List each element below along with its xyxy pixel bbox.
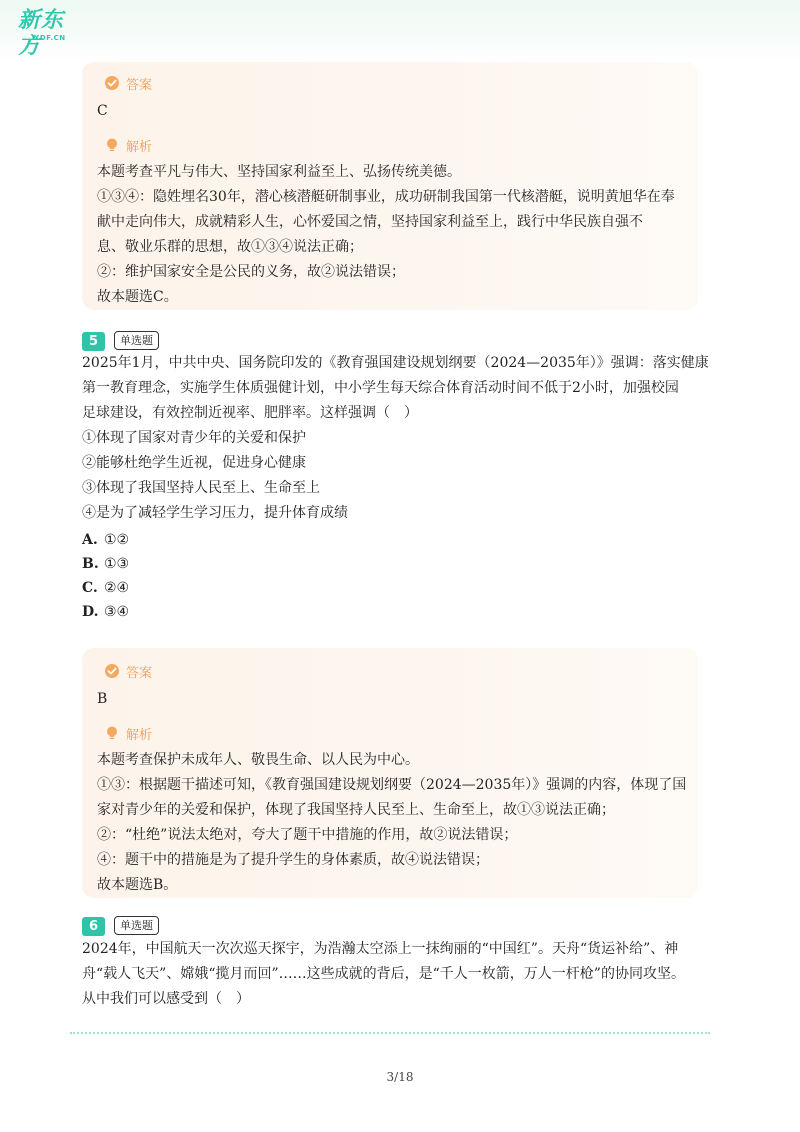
option-letter: C. bbox=[82, 580, 98, 596]
xdf-logo bbox=[18, 8, 82, 59]
option-letter: B. bbox=[82, 556, 99, 572]
check-badge-icon bbox=[104, 663, 120, 679]
analysis-line: ②：“杜绝”说法太绝对，夸大了题干中措施的作用，故②说法错误； bbox=[97, 827, 518, 843]
question-stem-line: 2024年，中国航天一次次巡天探宇，为浩瀚太空添上一抹绚丽的“中国红”。天舟“货运补给”、神 bbox=[82, 941, 679, 957]
header-band bbox=[0, 0, 800, 62]
analysis-line: 故本题选B。 bbox=[97, 877, 178, 893]
option-text: ②④ bbox=[104, 580, 130, 596]
answer-label: 答案 bbox=[126, 77, 153, 93]
option-text: ①③ bbox=[104, 556, 130, 572]
lightbulb-icon bbox=[104, 725, 120, 741]
answer-value: C bbox=[97, 103, 108, 119]
check-badge-icon bbox=[104, 75, 120, 91]
option-letter: D. bbox=[82, 604, 99, 620]
analysis-label: 解析 bbox=[126, 139, 153, 155]
analysis-line: 本题考查保护未成年人、敬畏生命、以人民为中心。 bbox=[97, 752, 419, 768]
analysis-line: ④：题干中的措施是为了提升学生的身体素质，故④说法错误； bbox=[97, 852, 489, 868]
analysis-tag bbox=[104, 135, 152, 155]
option-d[interactable] bbox=[82, 602, 129, 622]
option-text: ①② bbox=[104, 532, 130, 548]
question-stem-line: 舟“载人飞天”、嫦娥“揽月而回”……这些成就的背后，是“千人一枚箭，万人一杆枪”的协同攻坚。 bbox=[82, 966, 685, 982]
lightbulb-icon bbox=[104, 137, 120, 153]
option-b[interactable] bbox=[82, 554, 129, 574]
statement-line: ④是为了减轻学生学习压力，提升体育成绩 bbox=[82, 505, 348, 521]
analysis-line: ②：维护国家安全是公民的义务，故②说法错误； bbox=[97, 264, 405, 280]
logo-text-en: XDF.CN bbox=[34, 34, 66, 42]
analysis-line: 故本题选C。 bbox=[97, 289, 178, 305]
analysis-line: ①③：根据题干描述可知，《教育强国建设规划纲要（2024—2035年）》强调的内容，体现了国 bbox=[97, 777, 687, 793]
logo-text-cn: 新东方 bbox=[18, 8, 65, 59]
question-stem-line: 足球建设，有效控制近视率、肥胖率。这样强调（ ） bbox=[82, 405, 418, 421]
question-type-tag: 单选题 bbox=[114, 331, 159, 350]
analysis-line: 息、敬业乐群的思想，故①③④说法正确； bbox=[97, 239, 363, 255]
page-number: 3/18 bbox=[386, 1070, 414, 1084]
statement-line: ①体现了国家对青少年的关爱和保护 bbox=[82, 430, 306, 446]
option-c[interactable] bbox=[82, 578, 129, 598]
option-a[interactable] bbox=[82, 530, 129, 550]
answer-label: 答案 bbox=[126, 665, 153, 681]
analysis-line: 本题考查平凡与伟大、坚持国家利益至上、弘扬传统美德。 bbox=[97, 164, 461, 180]
statement-line: ③体现了我国坚持人民至上、生命至上 bbox=[82, 480, 320, 496]
question-number-badge: 5 bbox=[82, 332, 105, 351]
analysis-label: 解析 bbox=[126, 727, 153, 743]
question-type-tag: 单选题 bbox=[114, 916, 159, 935]
analysis-line: 献中走向伟大，成就精彩人生，心怀爱国之情，坚持国家利益至上，践行中华民族自强不 bbox=[97, 214, 643, 230]
footer-divider bbox=[70, 1032, 710, 1034]
analysis-tag bbox=[104, 723, 152, 743]
statement-line: ②能够杜绝学生近视，促进身心健康 bbox=[82, 455, 306, 471]
question-stem-line: 从中我们可以感受到（ ） bbox=[82, 991, 250, 1007]
analysis-line: ①③④：隐姓埋名30年，潜心核潜艇研制事业，成功研制我国第一代核潜艇，说明黄旭华在奉 bbox=[97, 189, 675, 205]
answer-tag bbox=[104, 73, 152, 93]
question-stem-line: 第一教育理念，实施学生体质强健计划，中小学生每天综合体育活动时间不低于2小时，加强校园 bbox=[82, 380, 679, 396]
question-number-badge: 6 bbox=[82, 917, 105, 936]
question-stem-line: 2025年1月，中共中央、国务院印发的《教育强国建设规划纲要（2024—2035年）》强调：落实健康 bbox=[82, 355, 709, 371]
option-letter: A. bbox=[82, 532, 98, 548]
answer-value: B bbox=[97, 691, 108, 707]
answer-tag bbox=[104, 661, 152, 681]
option-text: ③④ bbox=[104, 604, 130, 620]
analysis-line: 家对青少年的关爱和保护，体现了我国坚持人民至上、生命至上，故①③说法正确； bbox=[97, 802, 615, 818]
